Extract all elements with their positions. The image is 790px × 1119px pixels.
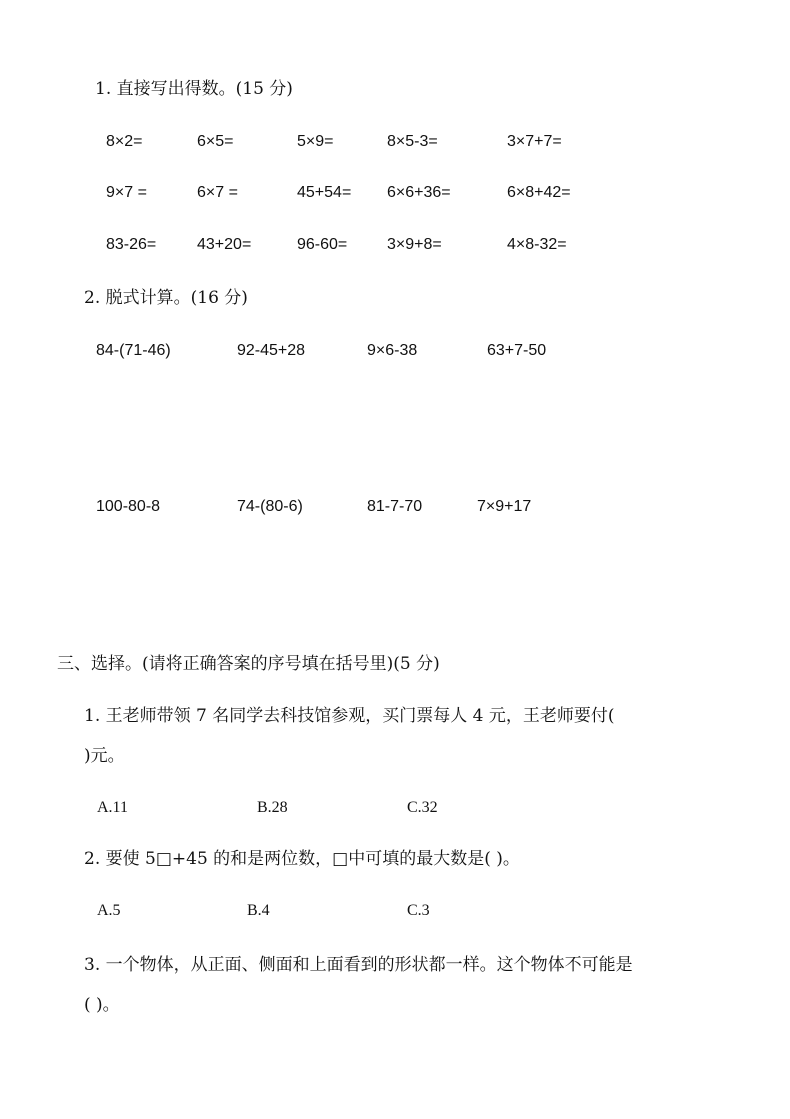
choice-question-3-text-cont: ( )。 — [84, 995, 120, 1015]
q1-cell: 96-60= — [297, 236, 348, 253]
option-a: A.11 — [97, 799, 128, 816]
choice-question-2-text: 2. 要使 5□+45 的和是两位数，□中可填的最大数是( )。 — [84, 849, 520, 869]
q2-cell: 92-45+28 — [237, 342, 306, 359]
section3-title: 三、选择。(请将正确答案的序号填在括号里)(5 分) — [57, 654, 440, 674]
q1-cell: 8×5-3= — [387, 133, 438, 150]
q1-cell: 6×7 = — [197, 184, 238, 201]
q1-cell: 45+54= — [297, 184, 352, 201]
q2-cell: 74-(80-6) — [237, 498, 303, 515]
q1-cell: 6×5= — [197, 133, 234, 150]
q2-title: 2. 脱式计算。(16 分) — [84, 288, 248, 308]
q1-cell: 43+20= — [197, 236, 252, 253]
choice-question-1-text-cont: )元。 — [84, 746, 125, 766]
q1-cell: 6×8+42= — [507, 184, 571, 201]
q2-cell: 100-80-8 — [96, 498, 161, 515]
option-b: B.4 — [247, 902, 270, 919]
q1-cell: 3×9+8= — [387, 236, 442, 253]
q1-title: 1. 直接写出得数。(15 分) — [95, 79, 293, 99]
choice-question-1-text: 1. 王老师带领 7 名同学去科技馆参观，买门票每人 4 元，王老师要付( — [84, 706, 615, 726]
option-b: B.28 — [257, 799, 288, 816]
q2-cell: 84-(71-46) — [96, 342, 171, 359]
option-c: C.32 — [407, 799, 438, 816]
q2-cell: 9×6-38 — [367, 342, 418, 359]
q1-cell: 83-26= — [106, 236, 157, 253]
q2-cell: 81-7-70 — [367, 498, 423, 515]
choice-question-3-text: 3. 一个物体，从正面、侧面和上面看到的形状都一样。这个物体不可能是 — [84, 955, 633, 975]
q1-cell: 9×7 = — [106, 184, 147, 201]
q1-cell: 6×6+36= — [387, 184, 451, 201]
q1-cell: 3×7+7= — [507, 133, 562, 150]
q1-cell: 5×9= — [297, 133, 334, 150]
option-c: C.3 — [407, 902, 430, 919]
q1-cell: 8×2= — [106, 133, 143, 150]
q2-cell: 7×9+17 — [477, 498, 532, 515]
q1-cell: 4×8-32= — [507, 236, 567, 253]
option-a: A.5 — [97, 902, 121, 919]
q2-cell: 63+7-50 — [487, 342, 547, 359]
